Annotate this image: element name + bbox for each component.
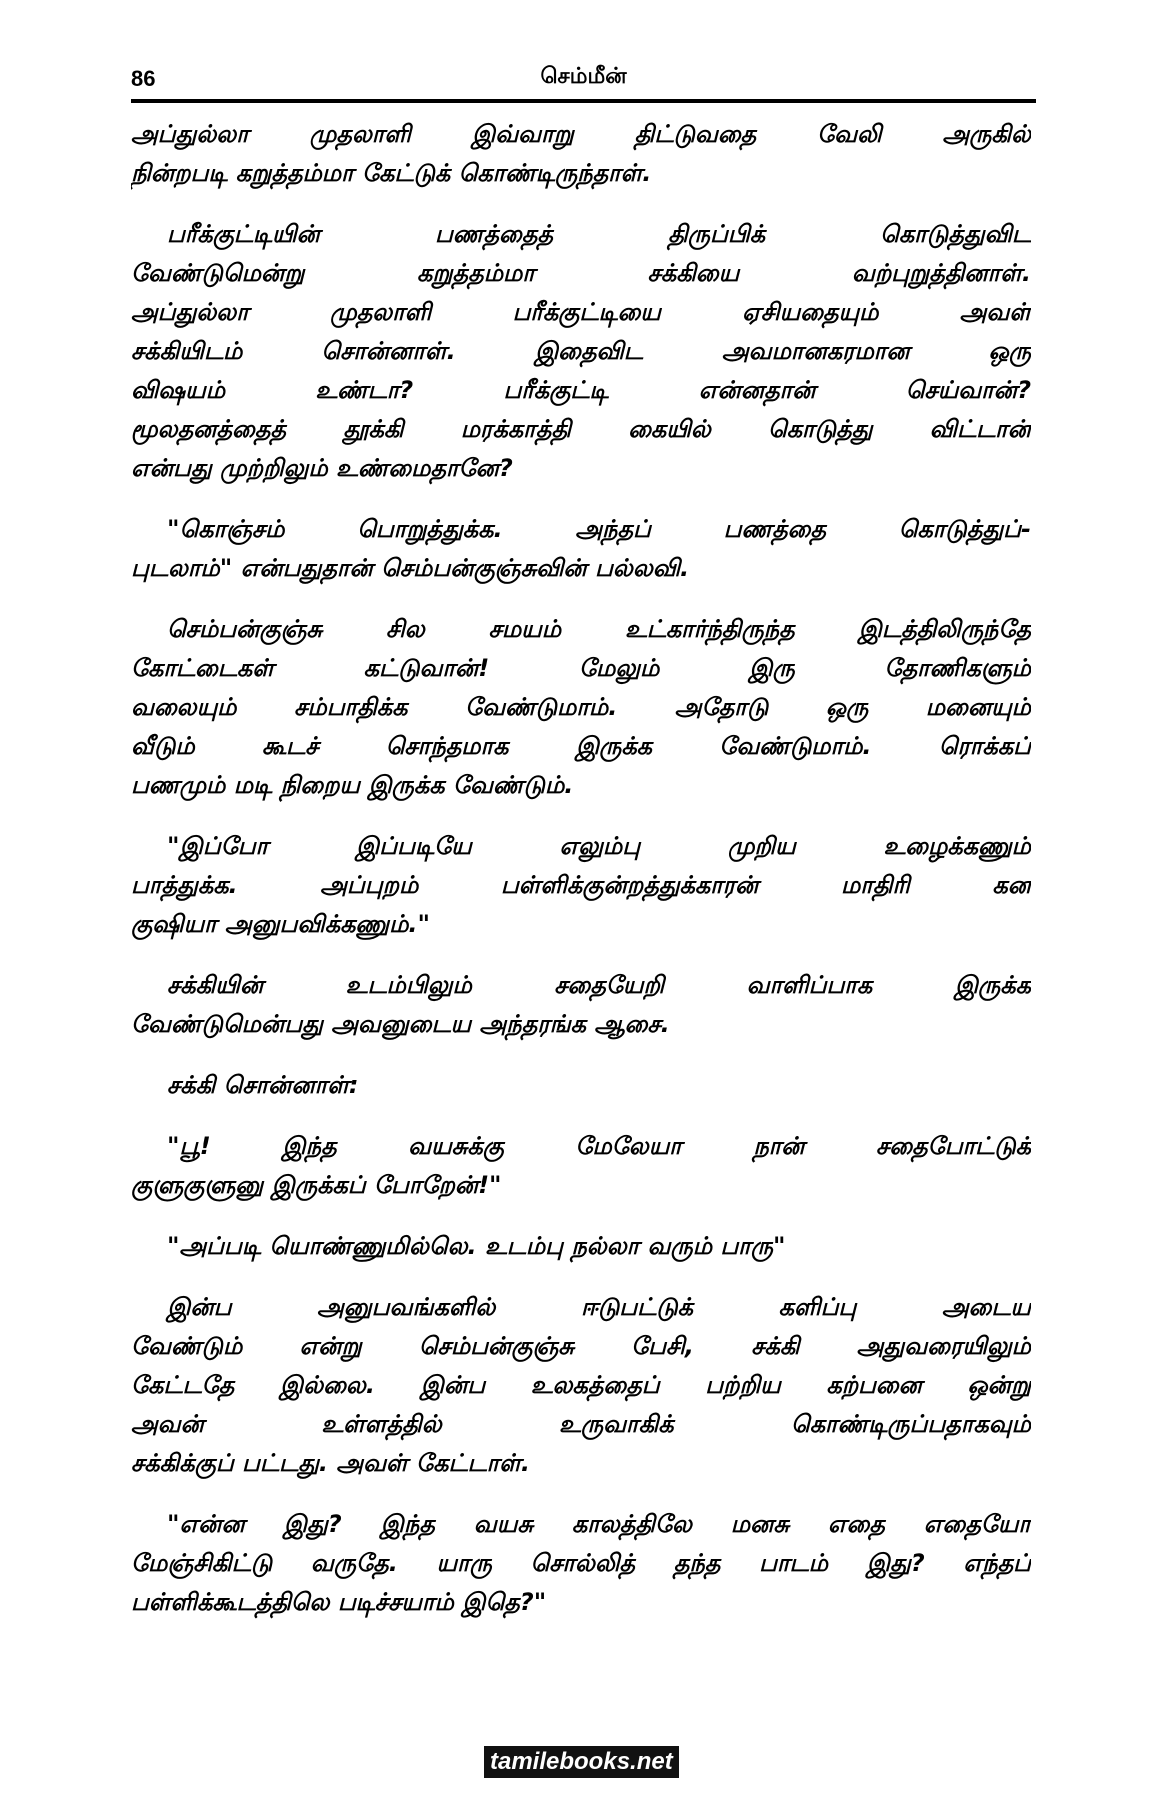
text-line: பரீக்குட்டியின் பணத்தைத் திருப்பிக் கொடுத்துவிட xyxy=(167,220,1031,248)
text-line: மூலதனத்தைத் தூக்கி மரக்காத்தி கையில் கொடுத்து விட்டான் xyxy=(131,415,1031,443)
text-line: பள்ளிக்கூடத்திலெ படிச்சயாம் இதெ?" xyxy=(131,1588,547,1616)
paragraph xyxy=(131,510,1031,588)
paragraph xyxy=(131,1227,1031,1266)
paragraph xyxy=(131,215,1031,488)
text-line: வேண்டும் என்று செம்பன்குஞ்சு பேசி, சக்கி அதுவரையிலும் xyxy=(131,1332,1031,1360)
text-line: மேஞ்சிகிட்டு வருதே. யாரு சொல்லித் தந்த பாடம் இது? எந்தப் xyxy=(131,1549,1031,1577)
text-line: வேண்டுமென்று கறுத்தம்மா சக்கியை வற்புறுத்தினாள். xyxy=(131,259,1031,287)
text-line: அவன் உள்ளத்தில் உருவாகிக் கொண்டிருப்பதாகவும் xyxy=(131,1410,1031,1438)
paragraph xyxy=(131,610,1031,805)
text-line: பணமும் மடி நிறைய இருக்க வேண்டும். xyxy=(131,771,574,799)
text-line: சக்கி சொன்னாள்: xyxy=(167,1071,359,1099)
text-line: விஷயம் உண்டா? பரீக்குட்டி என்னதான் செய்வான்? xyxy=(131,376,1031,404)
watermark: tamilebooks.net xyxy=(484,1746,679,1778)
paragraph xyxy=(131,827,1031,944)
paragraph xyxy=(131,1127,1031,1205)
page-header xyxy=(131,60,1036,100)
text-line: "அப்படி யொண்ணுமில்லெ. உடம்பு நல்லா வரும் பாரு" xyxy=(167,1232,786,1260)
text-line: அப்துல்லா முதலாளி இவ்வாறு திட்டுவதை வேலி அருகில் xyxy=(131,120,1031,148)
text-line: சக்கியின் உடம்பிலும் சதையேறி வாளிப்பாக இருக்க xyxy=(167,971,1031,999)
text-line: அப்துல்லா முதலாளி பரீக்குட்டியை ஏசியதையும் அவள் xyxy=(131,298,1031,326)
text-line: இன்ப அனுபவங்களில் ஈடுபட்டுக் களிப்பு அடைய xyxy=(167,1293,1031,1321)
text-line: "என்ன இது? இந்த வயசு காலத்திலே மனசு எதை எதையோ xyxy=(167,1510,1031,1538)
text-line: நின்றபடி கறுத்தம்மா கேட்டுக் கொண்டிருந்தாள். xyxy=(131,159,652,187)
text-line: சக்கிக்குப் பட்டது. அவள் கேட்டாள். xyxy=(131,1449,530,1477)
paragraph xyxy=(131,1066,1031,1105)
text-line: வலையும் சம்பாதிக்க வேண்டுமாம். அதோடு ஒரு மனையும் xyxy=(131,693,1031,721)
text-line: வேண்டுமென்பது அவனுடைய அந்தரங்க ஆசை. xyxy=(131,1010,670,1038)
text-line: "இப்போ இப்படியே எலும்பு முறிய உழைக்கணும் xyxy=(167,832,1031,860)
text-line: புடலாம்" என்பதுதான் செம்பன்குஞ்சுவின் பல்லவி. xyxy=(131,554,690,582)
text-line: "பூ! இந்த வயசுக்கு மேலேயா நான் சதைபோட்டுக் xyxy=(167,1132,1031,1160)
text-line: வீடும் கூடச் சொந்தமாக இருக்க வேண்டுமாம். ரொக்கப் xyxy=(131,732,1031,760)
header-rule xyxy=(131,99,1036,103)
paragraph xyxy=(131,966,1031,1044)
text-line: பாத்துக்க. அப்புறம் பள்ளிக்குன்றத்துக்காரன் மாதிரி கன xyxy=(131,871,1031,899)
paragraph xyxy=(131,1288,1031,1483)
text-line: குஷியா அனுபவிக்கணும்." xyxy=(131,910,431,938)
paragraph xyxy=(131,115,1031,193)
page-number: 86 xyxy=(131,66,156,91)
paragraph xyxy=(131,1505,1031,1622)
text-line: கேட்டதே இல்லை. இன்ப உலகத்தைப் பற்றிய கற்பனை ஒன்று xyxy=(131,1371,1031,1399)
page-body xyxy=(131,115,1031,1644)
text-line: சக்கியிடம் சொன்னாள். இதைவிட அவமானகரமான ஒரு xyxy=(131,337,1031,365)
text-line: "கொஞ்சம் பொறுத்துக்க. அந்தப் பணத்தை கொடுத்துப்- xyxy=(167,515,1031,543)
book-title: செம்மீன் xyxy=(540,64,627,89)
text-line: செம்பன்குஞ்சு சில சமயம் உட்கார்ந்திருந்த இடத்திலிருந்தே xyxy=(167,615,1031,643)
text-line: குளுகுளுனு இருக்கப் போறேன்!" xyxy=(131,1171,502,1199)
text-line: என்பது முற்றிலும் உண்மைதானே? xyxy=(131,454,513,482)
text-line: கோட்டைகள் கட்டுவான்! மேலும் இரு தோணிகளும் xyxy=(131,654,1031,682)
